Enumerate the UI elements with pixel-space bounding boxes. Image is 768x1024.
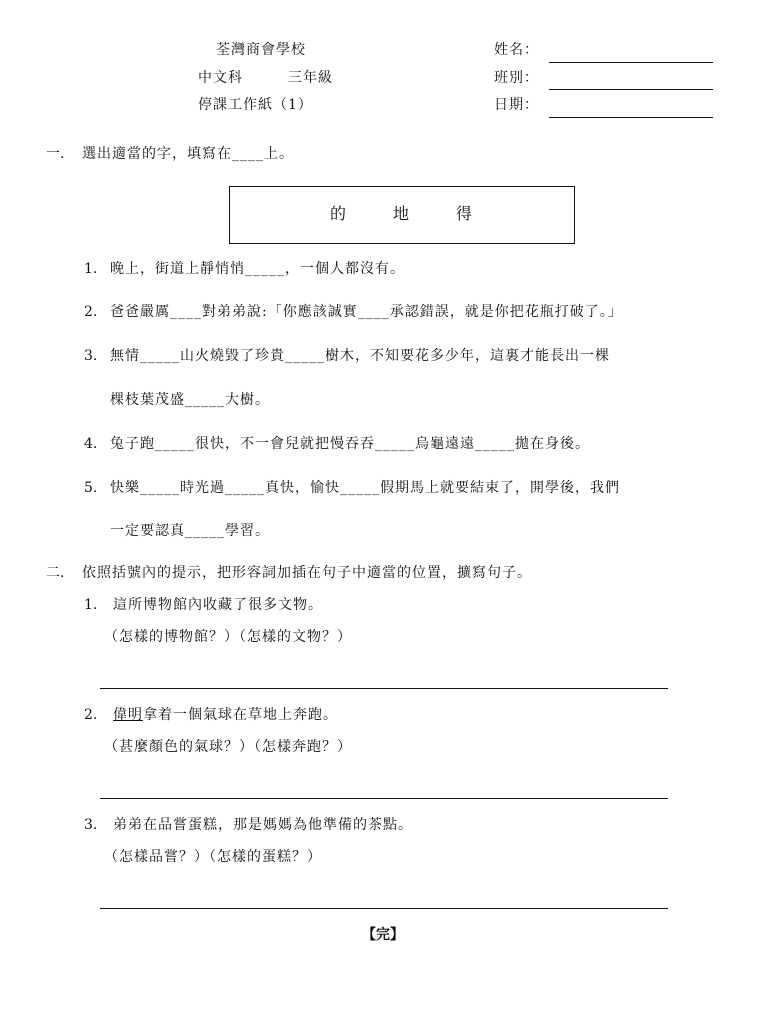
section1-number: 一. [46, 146, 65, 162]
class-label: 班別： [494, 70, 539, 86]
school-name: 荃灣商會學校 [216, 42, 306, 58]
s2q1-number: 1. [84, 597, 98, 613]
q2-text: 爸爸嚴厲____對弟弟說:「你應該誠實____承認錯誤，就是你把花瓶打破了。」 [110, 304, 623, 320]
q1-text: 晚上，街道上靜悄悄_____，一個人都沒有。 [110, 261, 405, 277]
q5-text-line2: 一定要認真_____學習。 [110, 523, 270, 539]
choice-de: 的 [330, 204, 347, 223]
class-field[interactable] [549, 89, 713, 90]
q5-number: 5. [84, 480, 98, 496]
s2q1-sentence: 這所博物館內收藏了很多文物。 [113, 597, 323, 613]
q2-number: 2. [84, 304, 98, 320]
s2q3-answer-line[interactable] [100, 908, 668, 909]
s2q2-number: 2. [84, 707, 98, 723]
section1-instruction: 選出適當的字，填寫在____上。 [82, 146, 294, 162]
s2q1-answer-line[interactable] [100, 688, 668, 689]
q3-text-line1: 無情_____山火燒毀了珍貴_____樹木，不知要花多少年，這裏才能長出一棵 [110, 348, 610, 364]
s2q2-sentence-text: 拿着一個氣球在草地上奔跑。 [143, 707, 338, 723]
q4-number: 4. [84, 436, 98, 452]
worksheet-title: 停課工作紙（1） [198, 97, 313, 113]
s2q2-hint: （甚麼顏色的氣球？）（怎樣奔跑？） [104, 739, 352, 755]
name-label: 姓名： [494, 42, 539, 58]
s2q1-hint: （怎樣的博物館？）（怎樣的文物？） [104, 629, 352, 645]
name-field[interactable] [549, 62, 713, 63]
subject: 中文科 [198, 70, 243, 86]
q4-text: 兔子跑_____很快，不一會兒就把慢吞吞_____烏龜遠遠_____拋在身後。 [110, 436, 590, 452]
date-label: 日期： [494, 97, 539, 113]
section2-instruction: 依照括號內的提示，把形容詞加插在句子中適當的位置，擴寫句子。 [82, 565, 532, 581]
end-mark: 【完】 [362, 927, 404, 943]
q3-number: 3. [84, 348, 98, 364]
s2q2-name: 偉明 [113, 707, 143, 723]
s2q2-answer-line[interactable] [100, 798, 668, 799]
q3-text-line2: 棵枝葉茂盛_____大樹。 [110, 392, 270, 408]
q5-text-line1: 快樂_____時光過_____真快，愉快_____假期馬上就要結束了，開學後，我們 [110, 480, 620, 496]
q1-number: 1. [84, 261, 98, 277]
choice-di: 地 [393, 204, 410, 223]
choice-de2: 得 [456, 204, 473, 223]
s2q3-sentence: 弟弟在品嘗蛋糕，那是媽媽為他準備的茶點。 [113, 817, 413, 833]
grade: 三年級 [288, 70, 333, 86]
s2q3-number: 3. [84, 817, 98, 833]
s2q2-sentence [113, 708, 338, 722]
date-field[interactable] [549, 117, 713, 118]
s2q3-hint: （怎樣品嘗？）（怎樣的蛋糕？） [104, 849, 322, 865]
section2-number: 二. [46, 565, 65, 581]
